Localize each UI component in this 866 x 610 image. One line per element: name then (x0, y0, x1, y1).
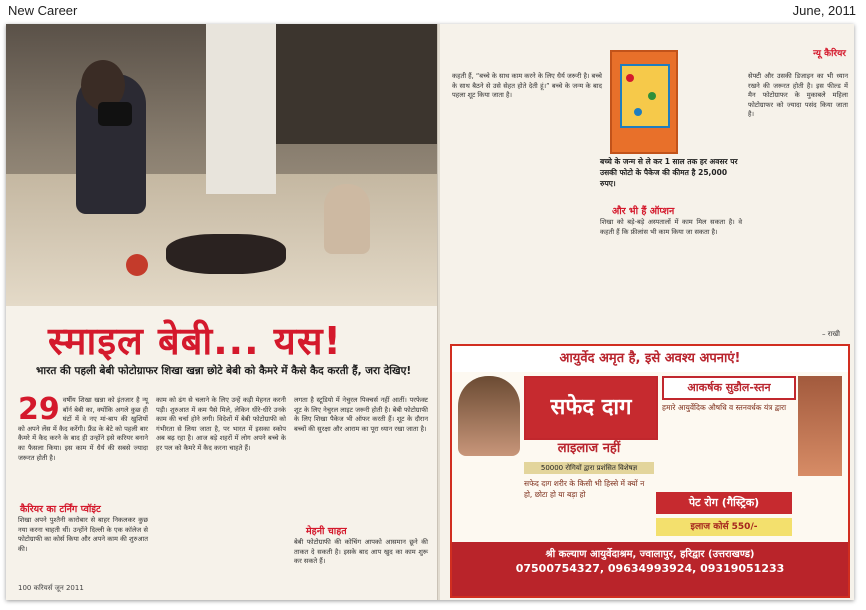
drop-cap: 29 (18, 392, 60, 427)
column-1-text-2: शिखा अपने पुश्तैनी कारोबार से बाहर निकलकर कुछ नया करना चाहती थीं। उन्होंने दिल्ली के एक कॉलेज से फोटोग्राफी का कोर्स किया और अपने काम की शुरुआत की। (18, 516, 148, 553)
ad-pet-label: पेट रोग (गैस्ट्रिक) (656, 492, 792, 514)
article-title: स्माइल बेबी... यस! (48, 319, 342, 363)
ad-model-image (798, 376, 842, 476)
right-column-c: सेफ्टी और उसकी डिजाइन का भी ध्यान रखने की जरूरत होती है। इस फील्ड में मैन फोटोग्राफर के मुकाबले महिला फोटोग्राफर को ज्यादा पसंद किया जाता है। (748, 72, 848, 119)
ad-middle-text: 50000 रोगियों द्वारा प्रशंसित विशेषज्ञ (524, 462, 654, 474)
article-subtitle: भारत की पहली बेबी फोटोग्राफर शिखा खन्ना छोटे बेबी को कैमरे में कैसे कैद करती हैं, जरा देखिए! (36, 365, 412, 377)
photo-album-image (610, 50, 678, 154)
column-1-subhead: कैरियर का टर्निंग प्वॉइंट (20, 504, 101, 515)
image-caption: बच्चे के जन्म से ले कर 1 साल तक हर अवसर पर उसकी फोटो के पैकेज की कीमत है 25,000 रुपए। (600, 157, 738, 188)
left-column-3: लगता है स्टूडियो में नेचुरल पिक्चर्स नहीं आतीं। परफेक्ट शूट के लिए नेचुरल लाइट जरूरी होती है। बेबी फोटोग्राफी के लिए शिखा पैकेज भी ऑफर करती हैं। शूट के दौरान बच्चों की सुरक्षा और आराम का पूरा ध्यान रखा जाता है। (294, 396, 428, 433)
column-3-subhead: मेहनी चाहत (306, 526, 347, 537)
article-photo (6, 24, 438, 306)
ad-heading: आयुर्वेद अमृत है, इसे अवश्य अपनाएं! (452, 346, 848, 372)
right-page (440, 24, 854, 600)
left-page (6, 24, 438, 600)
left-column-1 (18, 392, 148, 463)
author-signature: – राखी (822, 330, 840, 338)
ad-face-image (458, 376, 520, 456)
ad-right-label: आकर्षक सुडौल-स्तन (662, 376, 796, 400)
ad-side-text: सफेद दाग शरीर के किसी भी हिस्से में क्यों न हो, छोटा हो या बड़ा हो (524, 479, 645, 499)
ad-phone-numbers: 07500754327, 09634993924, 09319051233 (515, 562, 785, 575)
page-header (0, 0, 866, 22)
advertisement (450, 344, 850, 598)
left-column-2: काम को ढंग से चलाने के लिए उन्हें कड़ी मेहनत करनी पड़ी। शुरुआत में कम पैसे मिले, लेकिन धीरे-धीरे उनके काम की चर्चा होने लगी। विदेशों में बेबी फोटोग्राफी को गंभीरता से लिया जाता है, पर भारत में इसका स्कोप अब बढ़ रहा है। आज बड़े शहरों में लोग अपने बच्चे के हर पल को कैमरे में कैद करना चाहते हैं। (156, 396, 286, 452)
right-column-b: शिखा को बड़े-बड़े अस्पतालों में काम मिल सकता है। वे कहती हैं कि फ्रीलांस भी काम किया जा सकता है। (600, 218, 742, 236)
ad-clinic-name: श्री कल्याण आयुर्वेदाश्रम, ज्वालापुर, हरिद्वार (उत्तराखण्ड) (545, 549, 755, 560)
right-subhead: और भी हैं ऑप्शन (612, 206, 675, 217)
right-column-a: कहती हैं, “बच्चे के साथ काम करने के लिए धैर्य जरूरी है। बच्चे के साथ बैठने से उसे सेहत होते देती हूं।” बच्चे के जन्म के बाद पहला शूट किया जाता है। (452, 72, 602, 100)
ad-main-label: सफेद दाग (524, 376, 658, 440)
camera-icon (98, 102, 132, 126)
section-label: न्यू कैरियर (813, 49, 846, 59)
page-footer: 100 करियर्स जून 2011 (18, 584, 84, 592)
magazine-spread (6, 24, 854, 600)
ad-main-sub: लाइलाज नहीं (557, 441, 621, 456)
ad-price-label: इलाज कोर्स 550/- (656, 518, 792, 536)
header-left-label: New Career (8, 3, 78, 18)
ad-right-text: हमारे आयुर्वेदिक औषधि व स्तनवर्धक यंत्र द्वारा (662, 403, 787, 412)
column-3-text-2: बेबी फोटोग्राफी की कोचिंग आपको आसमान छूने की ताकत दे सकती है। इसके बाद आप खुद का काम शुरू कर सकते हैं। (294, 538, 428, 566)
header-right-date: June, 2011 (792, 3, 856, 18)
column-1-text: वर्षीय शिखा खन्ना को इंतजार है न्यू बॉर्न बेबी का, क्योंकि अगले कुछ ही घंटों में वे नए मां-बाप की खुशियों को अपने लेंस में कैद करेंगी। फ्रैंड के बेटे को पहली बार कैमरे में कैद करने के बाद ही उन्होंने इसे करियर बनाने का फैसला किया। इस काम में धैर्य की सबसे ज्यादा जरूरत होती है। (18, 396, 148, 462)
